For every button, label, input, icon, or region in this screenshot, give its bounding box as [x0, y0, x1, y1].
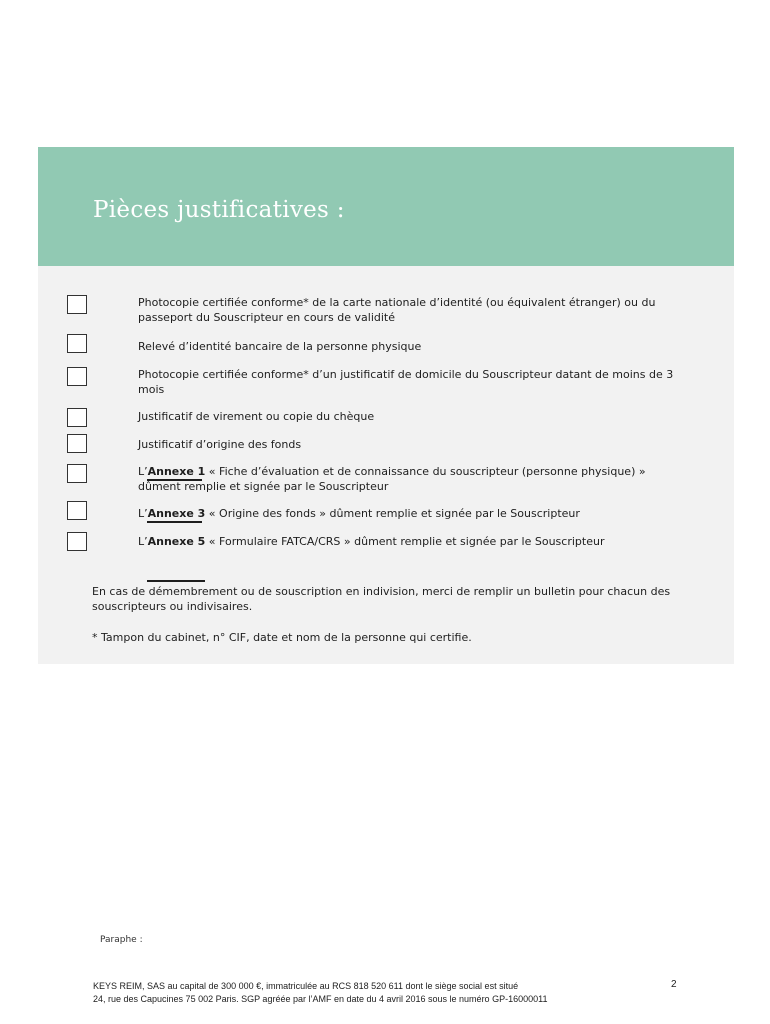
annexe-3-underline	[147, 521, 202, 523]
checkbox-annexe-5[interactable]	[67, 532, 87, 551]
footer	[93, 980, 653, 1006]
item-bank-details: Relevé d’identité bancaire de la personne physique	[138, 340, 422, 353]
checkbox-funds-origin-proof[interactable]	[67, 434, 87, 453]
item-annexe-1	[138, 464, 678, 494]
footer-line-2: 24, rue des Capucines 75 002 Paris. SGP agréée par l’AMF en date du 4 avril 2016 sous le numéro GP-16000011	[93, 994, 548, 1004]
checkbox-bank-details[interactable]	[67, 334, 87, 353]
annexe-3-link: Annexe 3	[147, 507, 206, 520]
footer-line-1: KEYS REIM, SAS au capital de 300 000 €, immatriculée au RCS 818 520 611 dont le siège social est situé	[93, 981, 519, 991]
item-annexe-5	[138, 534, 678, 549]
annexe-3-prefix: L’	[138, 507, 148, 520]
item-identity-document: Photocopie certifiée conforme* de la carte nationale d’identité (ou équivalent étranger) ou du passeport du Souscripteur en cours de validité	[138, 296, 656, 324]
checkbox-annexe-1[interactable]	[67, 464, 87, 483]
annexe-1-underline	[147, 479, 202, 481]
annexe-5-prefix: L’	[138, 535, 148, 548]
checkbox-identity-document[interactable]	[67, 295, 87, 314]
item-transfer-proof: Justificatif de virement ou copie du chèque	[138, 410, 375, 423]
item-proof-of-address: Photocopie certifiée conforme* d’un justificatif de domicile du Souscripteur datant de moins de 3 mois	[138, 368, 674, 396]
paraphe-label: Paraphe :	[100, 935, 143, 945]
checkbox-transfer-proof[interactable]	[67, 408, 87, 427]
annexe-1-prefix: L’	[138, 465, 148, 478]
note-demembrement: En cas de démembrement ou de souscription en indivision, merci de remplir un bulletin pour chacun des souscripteurs ou indivisaires.	[92, 585, 671, 613]
annexe-1-description: « Fiche d’évaluation et de connaissance du souscripteur (personne physique) » dûment remplie et signée par le Souscripteur	[138, 465, 646, 493]
item-funds-origin-proof: Justificatif d’origine des fonds	[138, 438, 302, 451]
annexe-3-description: « Origine des fonds » dûment remplie et signée par le Souscripteur	[205, 507, 580, 520]
annexe-5-underline	[147, 580, 205, 582]
checkbox-annexe-3[interactable]	[67, 501, 87, 520]
section-header	[38, 147, 734, 266]
checkbox-proof-of-address[interactable]	[67, 367, 87, 386]
annexe-1-link: Annexe 1	[147, 465, 206, 478]
note-tampon: * Tampon du cabinet, n° CIF, date et nom de la personne qui certifie.	[92, 631, 472, 644]
section-title: Pièces justificatives :	[93, 197, 345, 223]
annexe-5-description: « Formulaire FATCA/CRS » dûment remplie et signée par le Souscripteur	[205, 535, 605, 548]
documents-panel	[38, 266, 734, 664]
page-number: 2	[671, 979, 677, 990]
item-annexe-3	[138, 506, 678, 521]
annexe-5-link: Annexe 5	[147, 535, 206, 548]
